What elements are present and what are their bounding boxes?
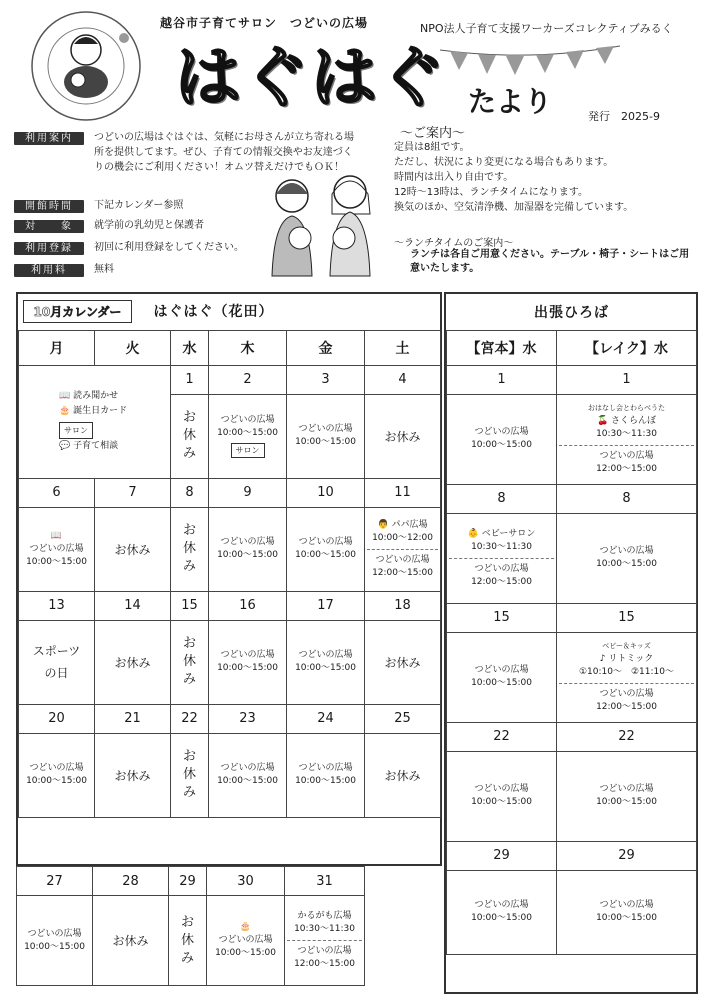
newsletter-subtitle: たより — [468, 85, 553, 118]
day-cell: つどいの広場 10:00～15:00 — [287, 507, 365, 591]
weekday-header: 土 — [365, 330, 441, 365]
cake-icon: 🎂 — [239, 922, 252, 932]
day-cell: 🎂 つどいの広場 10:00～15:00 — [207, 896, 285, 986]
month-tab: 10月カレンダー — [23, 300, 133, 323]
day-number: 1 — [171, 365, 209, 394]
day-number: 1 — [557, 365, 697, 394]
day-cell: お 休 み — [169, 896, 207, 986]
day-cell: かるがも広場 10:30～11:30 つどいの広場 12:00～15:00 — [285, 896, 365, 986]
day-cell: スポーツの日 — [19, 620, 95, 704]
day-cell: つどいの広場 10:00～15:00 — [287, 394, 365, 478]
baby-icon: 👶 — [467, 528, 479, 539]
info-label: 利用案内 — [14, 132, 84, 145]
guide-title: ～ご案内～ — [400, 126, 466, 141]
day-number: 15 — [447, 603, 557, 632]
day-cell: お休み — [365, 733, 441, 817]
day-cell: つどいの広場 10:00～15:00 — [287, 733, 365, 817]
calendar — [16, 292, 442, 866]
day-number: 8 — [447, 484, 557, 513]
outreach-col-header: 【宮本】水 — [447, 330, 557, 365]
day-number: 15 — [171, 591, 209, 620]
day-number: 8 — [171, 478, 209, 507]
guide-body — [394, 140, 694, 215]
logo — [20, 8, 152, 124]
day-number: 11 — [365, 478, 441, 507]
lunch-text: ランチは各自ご用意ください。テーブル・椅子・シートはご用意いたします。 — [410, 249, 690, 274]
day-number: 6 — [19, 478, 95, 507]
guide-line: 換気のほか、空気清浄機、加湿器を完備しています。 — [394, 202, 634, 213]
org-name: 越谷市子育てサロン つどいの広場 — [160, 16, 369, 30]
day-cell: お休み — [95, 507, 171, 591]
guide-line: 定員は8組です。 — [394, 142, 470, 153]
legend-item: 読み聞かせ — [73, 391, 119, 401]
day-number: 29 — [169, 867, 207, 896]
day-number: 22 — [557, 722, 697, 751]
day-cell: つどいの広場 10:00～15:00 — [287, 620, 365, 704]
consult-icon: 💬 — [59, 441, 71, 451]
day-number: 23 — [209, 704, 287, 733]
legend — [19, 365, 171, 478]
day-number: 20 — [19, 704, 95, 733]
day-cell: 👶 ベビーサロン 10:30～11:30 つどいの広場 12:00～15:00 — [447, 513, 557, 603]
calendar-table — [18, 294, 441, 818]
calendar-place: はぐはぐ（花田） — [153, 304, 274, 321]
mother-baby-illustration — [258, 168, 388, 282]
day-number: 15 — [557, 603, 697, 632]
day-cell: つどいの広場 10:00～15:00 — [557, 751, 697, 841]
day-number: 25 — [365, 704, 441, 733]
day-cell: お休み — [93, 896, 169, 986]
weekday-header: 水 — [171, 330, 209, 365]
info-label: 対 象 — [14, 220, 84, 233]
info-usage-text: つどいの広場はぐはぐは、気軽にお母さんが立ち寄れる場所を提供してます。ぜひ、子育ての情報交換やお友達づくりの機会にご利用ください！オムツ替えだけでもＯＫ！ — [94, 132, 354, 173]
day-cell: つどいの広場 10:00～15:00 — [447, 870, 557, 954]
day-cell: ベビー＆キッズ ♪ リトミック ①10:10～ ②11:10～ つどいの広場 12:00～15:00 — [557, 632, 697, 722]
day-number: 28 — [93, 867, 169, 896]
day-cell: つどいの広場 10:00～15:00 — [209, 733, 287, 817]
day-cell: つどいの広場 10:00～15:00 サロン — [209, 394, 287, 478]
day-number: 14 — [95, 591, 171, 620]
day-number: 16 — [209, 591, 287, 620]
legend-item: 誕生日カード — [73, 406, 128, 416]
info-hours-text: 下記カレンダー参照 — [94, 200, 184, 211]
day-cell: つどいの広場 10:00～15:00 — [557, 870, 697, 954]
day-number: 21 — [95, 704, 171, 733]
day-cell: つどいの広場 10:00～15:00 — [447, 394, 557, 484]
outreach-calendar — [444, 292, 698, 994]
cake-icon: 🎂 — [59, 406, 71, 416]
day-number: 29 — [447, 841, 557, 870]
day-cell: お休み — [365, 394, 441, 478]
org-operator: NPO法人子育て支援ワーカーズコレクティブみるく — [420, 22, 673, 35]
lunch-title: ～ランチタイムのご案内～ — [394, 238, 514, 249]
book-icon: 📖 — [59, 391, 71, 401]
book-icon: 📖 — [50, 530, 63, 541]
legend-item: 子育て相談 — [73, 441, 119, 451]
info-label: 開館時間 — [14, 200, 84, 213]
logo-text — [20, 40, 30, 43]
info-target-text: 就学前の乳幼児と保護者 — [94, 220, 204, 231]
day-number: 22 — [171, 704, 209, 733]
day-cell: つどいの広場 10:00～15:00 — [19, 733, 95, 817]
day-number: 17 — [287, 591, 365, 620]
day-cell: おはなし会とわらべうた 🍒 さくらんぼ 10:30～11:30 つどいの広場 12:00～15:00 — [557, 394, 697, 484]
bunting-decoration — [440, 42, 620, 82]
papa-icon: 👨 — [377, 519, 389, 530]
day-cell: 📖 つどいの広場 10:00～15:00 — [19, 507, 95, 591]
day-number: 2 — [209, 365, 287, 394]
day-cell: お 休 み — [171, 733, 209, 817]
day-cell: お 休 み — [171, 507, 209, 591]
day-number: 1 — [447, 365, 557, 394]
day-cell: お休み — [95, 620, 171, 704]
weekday-header: 金 — [287, 330, 365, 365]
day-cell: お 休 み — [171, 620, 209, 704]
guide-line: 12時～13時は、ランチタイムになります。 — [394, 187, 588, 198]
day-number: 13 — [19, 591, 95, 620]
weekday-header: 火 — [95, 330, 171, 365]
day-number: 7 — [95, 478, 171, 507]
weekday-header: 木 — [209, 330, 287, 365]
day-number: 10 — [287, 478, 365, 507]
legend-item: サロン — [59, 422, 93, 439]
day-cell: つどいの広場 10:00～15:00 — [447, 632, 557, 722]
outreach-col-header: 【レイク】水 — [557, 330, 697, 365]
day-number: 22 — [447, 722, 557, 751]
outreach-title: 出張ひろば — [447, 294, 697, 330]
day-number: 30 — [207, 867, 285, 896]
day-cell: つどいの広場 10:00～15:00 — [209, 507, 287, 591]
day-number: 27 — [17, 867, 93, 896]
day-cell: 👨 パパ広場 10:00～12:00 つどいの広場 12:00～15:00 — [365, 507, 441, 591]
newsletter-title: はぐはぐ — [175, 39, 447, 116]
info-fee-text: 無料 — [94, 264, 114, 275]
day-cell: つどいの広場 10:00～15:00 — [209, 620, 287, 704]
calendar-last-week — [16, 866, 365, 986]
info-register-text: 初回に利用登録をしてください。 — [94, 242, 244, 253]
day-number: 4 — [365, 365, 441, 394]
day-cell: つどいの広場 10:00～15:00 — [447, 751, 557, 841]
day-number: 3 — [287, 365, 365, 394]
guide-line: 時間内は出入り自由です。 — [394, 172, 514, 183]
day-number: 9 — [209, 478, 287, 507]
day-number: 8 — [557, 484, 697, 513]
day-cell: お休み — [95, 733, 171, 817]
day-cell: つどいの広場 10:00～15:00 — [557, 513, 697, 603]
issue-date: 発行 2025-9 — [588, 110, 660, 123]
day-cell: お 休 み — [171, 394, 209, 478]
day-cell: お休み — [365, 620, 441, 704]
cherry-icon: 🍒 — [596, 416, 609, 426]
day-number: 18 — [365, 591, 441, 620]
guide-line: ただし、状況により変更になる場合もあります。 — [394, 157, 614, 168]
weekday-header: 月 — [19, 330, 95, 365]
day-cell: つどいの広場 10:00～15:00 — [17, 896, 93, 986]
day-number: 31 — [285, 867, 365, 896]
day-number: 24 — [287, 704, 365, 733]
info-label: 利用登録 — [14, 242, 84, 255]
music-note-icon: ♪ — [599, 654, 606, 664]
info-label: 利用料 — [14, 264, 84, 277]
day-number: 29 — [557, 841, 697, 870]
